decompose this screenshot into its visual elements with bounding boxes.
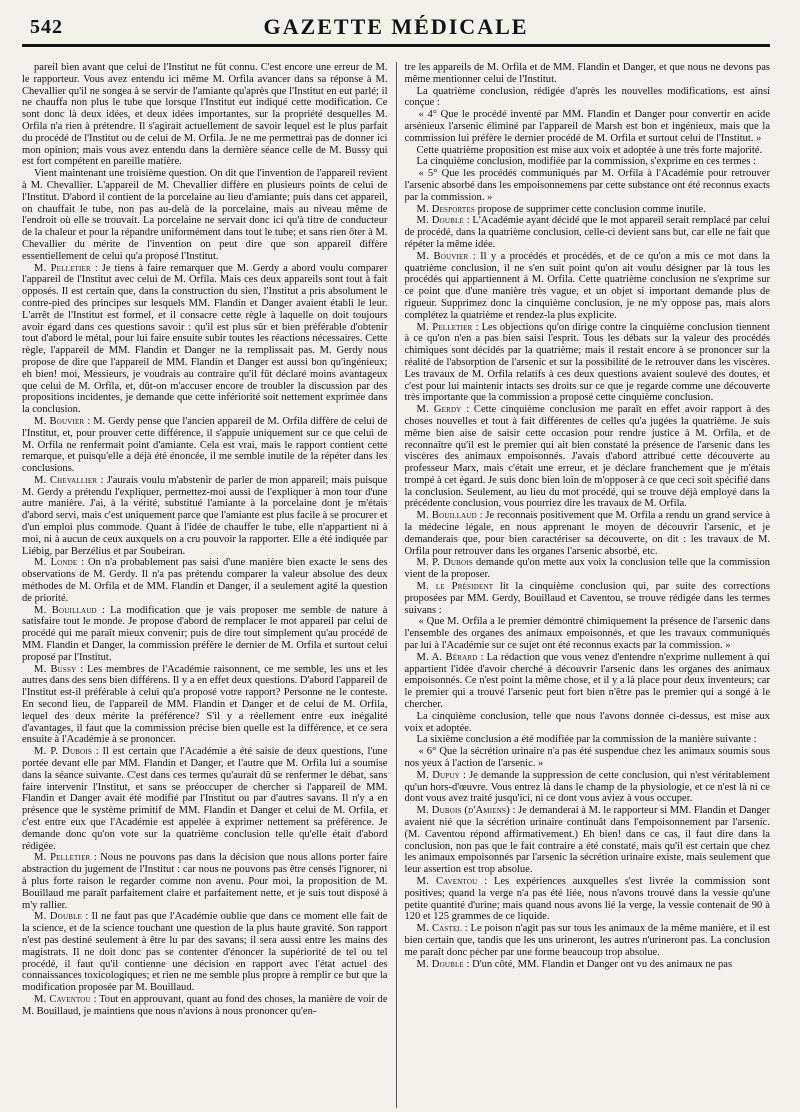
speaker-name: M. Bussy <box>34 663 77 675</box>
paragraph-text: : Les objections qu'on dirige contre la cinquième conclusion tiennent à ce qu'on n'en a pas bien saisi l'esprit. Tous les débats sur la valeur des procédés chimiques sont décidés par la quatrième; mais il restait encore à se prononcer sur la réalité de l'absorption de l'arsenic et sur la possibilité de le retrouver dans les viscères. Les travaux de M. Orfila relatifs à ces deux questions avaient soulevé des doutes, et c'est pour lui maintenir intacts ses droits sur ce que je regarde comme une découverte très importante que la commission a proposé cette cinquième conclusion. <box>404 321 770 404</box>
paragraph-text: : Je reconnais positivement que M. Orfila a rendu un grand service à la médecine légale, en nous apprenant le moyen de découvrir l'arsenic, et je demanderais que, pour bien caractériser sa découverte, on dit : les travaux de M. Orfila pour retrouver dans les organes l'arsenic absorbé, etc. <box>404 510 770 557</box>
paragraph <box>22 852 388 911</box>
page-number: 542 <box>30 16 63 38</box>
paragraph <box>405 734 771 746</box>
page-header <box>22 0 770 47</box>
paragraph <box>405 557 771 581</box>
paragraph <box>405 145 771 157</box>
paragraph <box>405 959 771 971</box>
paragraph-text: « 6° Que la sécrétion urinaire n'a pas été suspendue chez les animaux soumis sous nos yeux à l'action de l'arsenic. » <box>404 746 770 770</box>
paragraph <box>405 251 771 322</box>
speaker-name: M. Pelletier <box>34 852 91 864</box>
paragraph <box>405 581 771 616</box>
speaker-name: M. A. Bérard <box>416 651 478 663</box>
speaker-name: M. Londe <box>34 557 78 569</box>
paragraph-text: : Les membres de l'Académie raisonnent, ce me semble, les uns et les autres dans des sens bien différens. Il y a en effet deux questions. D'abord l'appareil de l'Institut est-il préférable à celui qu'a proposé votre rapport? Personne ne le conteste. En second lieu, de l'appareil de MM. Flandin et Danger et de celui de M. Orfila, lequel des deux mérite la préférence? S'il y a réellement entre eux inégalité d'avantages, il faut que la commission précise bien quelle est la différence, et ce sera ensuite à l'Académie à se prononcer. <box>22 663 388 746</box>
speaker-name: M. Caventou <box>34 993 91 1005</box>
paragraph <box>405 652 771 711</box>
speaker-name: M. Double <box>34 911 83 923</box>
paragraph <box>405 616 771 651</box>
paragraph <box>405 805 771 876</box>
paragraph-text: : Il est certain que l'Académie a été saisie de deux questions, l'une portée devant elle par MM. Flandin et Danger, et l'autre que M. Orfila lui a soumise dans la séance suivante. C'est dans ces termes qu'aurait dû se renfermer le débat, sans faire intervenir l'Institut, et sans se préoccuper de chercher si l'appareil de MM. Flandin et Danger avait été modifié par l'Institut ou par d'autres savans. Il n'y a en présence que le système primitif de MM. Flandin et Danger et celui de M. Orfila, et c'est entre eux que l'Académie est appelée à exprimer nettement sa préférence. Je demande donc qu'on vote sur la quatrième conclusion telle qu'elle était d'abord rédigée. <box>22 746 388 852</box>
speaker-name: M. Gerdy <box>416 404 462 416</box>
paragraph-text: pareil bien avant que celui de l'Institut ne fût connu. C'est encore une erreur de M. le rapporteur. Vous avez entendu ici même M. Orfila avancer dans sa réponse à M. Chevallier qu'il ne songea à se servir de l'amiante qu'après que l'Institut en eut parlé; il ne chauffa non plus le tube que lorsque l'Institut eut indiqué cette modification. Ce sont donc là deux idées, et deux idées importantes, sur la propriété desquelles M. Orfila n'a rien à prétendre. Il s'agirait actuellement de savoir lequel est le plus parfait du procédé de l'Institut ou de celui de M. Orfila. Je ne me permettrai pas de donner ici mon opinion; mais vous avez entendu dans la dernière séance celle de M. Bussy qui est fort compétent en pareille matière. <box>22 62 388 168</box>
paragraph-text: : La modification que je vais proposer me semble de nature à satisfaire tout le monde. Je propose d'abord de remplacer le mot appareil par celui de procédé qui me paraît mieux convenir; puis de dire tout simplement qu'au procédé de MM. Flandin et Danger, la commission préfère le dernier de M. Orfila et surtout celui proposé par l'Institut. <box>22 604 388 663</box>
article-columns <box>22 62 770 1108</box>
paragraph-text: La sixième conclusion a été modifiée par la commission de la manière suivante : <box>416 734 757 746</box>
speaker-name: M. Caventou <box>416 875 478 887</box>
paragraph <box>405 923 771 958</box>
paragraph-text: : Cette cinquième conclusion me paraît en effet avoir rapport à des choses nouvelles et tout à fait différentes de celles qu'a jugées la quatrième. Je suis même bien aise de saisir cette occasion pour rendre justice à M. Orfila, et de reconnaître qu'il est le premier qui ait bien constaté la présence de l'arsenic dans les viscères des animaux empoisonnés. J'avais d'abord attribué cette découverte au professeur Marx, mais c'était une erreur, et je déclare franchement que je m'étais trompé à cet égard. Je suis donc bien loin de m'opposer à ce que ceci soit spécifié dans la conclusion. Seulement, au lieu du mot procédé, qui se trouve déjà employé dans la précédente conclusion, vous pourriez dire les travaux de M. Orfila. <box>404 404 770 510</box>
paragraph-text: : Je demanderai à M. le rapporteur si MM. Flandin et Danger avaient nié que la sécrétion urinaire continuât dans l'empoisonnement par l'arsenic. (M. Caventou répond affirmativement.) Eh bien! dans ce cas, il faut dire dans la conclusion, non pas que le fait contraire a été constaté, mais qu'il est certain que chez les animaux empoisonnés par l'arsenic la sécrétion urinaire existe, mais seulement que leur assertion est trop absolue. <box>404 805 770 876</box>
paragraph-text: lit la cinquième conclusion qui, par suite des corrections proposées par MM. Gerdy, Bouillaud et Caventou, se trouve rédigée dans les termes suivans : <box>404 581 770 616</box>
paragraph-text: « 4° Que le procédé inventé par MM. Flandin et Danger pour convertir en acide arsénieux l'arsenic éliminé par l'appareil de Marsh est bon et ingénieux, mais que la commission lui préfère le dernier procédé de M. Orfila et surtout celui de l'Institut. » <box>404 109 770 144</box>
paragraph <box>22 605 388 664</box>
page-title: GAZETTE MÉDICALE <box>263 14 529 39</box>
speaker-name: M. Pelletier <box>416 321 473 333</box>
paragraph <box>22 911 388 994</box>
paragraph-text: Vient maintenant une troisième question. On dit que l'invention de l'appareil revient à M. Chevallier. L'appareil de M. Chevallier diffère en plusieurs points de celui de l'Institut. D'abord il contient de la porcelaine au lieu d'amiante; puis dans cet appareil, on chauffait le tube, non pas au-delà de la porcelaine, mais au niveau même de l'endroit où elle se trouvait. La porcelaine ne servait donc ici qu'à titre de conducteur de la chaleur et pour la répandre uniformément dans tout le tube; et sans rien ôter à M. Chevallier du mérite de l'invention on peut dire que son appareil diffère essentiellement de celui qu'a proposé l'Institut. <box>22 168 388 262</box>
paragraph-text: : Je demande la suppression de cette conclusion, qui n'est véritablement qu'un hors-d'œuvre. Vous entrez là dans le champ de la physiologie, et ce n'est là ni ce dont vous avez traité jusqu'ici, ni ce dont vous aviez à vous occuper. <box>404 769 770 805</box>
paragraph <box>22 746 388 852</box>
speaker-name: M. Desportes <box>416 203 475 215</box>
paragraph-text: : D'un côté, MM. Flandin et Danger ont vu des animaux ne pas <box>463 958 733 970</box>
paragraph <box>405 62 771 86</box>
paragraph-text: : On n'a probablement pas saisi d'une manière bien exacte le sens des observations de M. Gerdy. Il n'a pas prétendu comparer la valeur absolue des deux méthodes de M. Orfila et de MM. Flandin et Danger, il a seulement agité la question de priorité. <box>22 557 388 604</box>
paragraph <box>22 416 388 475</box>
speaker-name: M. P. Dubois <box>416 557 473 569</box>
paragraph-text: « 5° Que les procédés communiqués par M. Orfila à l'Académie pour retrouver l'arsenic absorbé dans les empoisonnemens par cette substance ont été reconnus exacts par la commission. » <box>404 168 770 203</box>
speaker-name: M. Bouillaud <box>34 604 97 616</box>
paragraph <box>405 711 771 735</box>
paragraph-text: La cinquième conclusion, telle que nous l'avons donnée ci-dessus, est mise aux voix et adoptée. <box>404 710 770 734</box>
paragraph <box>405 510 771 557</box>
speaker-name: M. Dupuy <box>416 769 460 781</box>
paragraph-text: : Je tiens à faire remarquer que M. Gerdy a abord voulu comparer l'appareil de l'Institut avec celui de M. Orfila. Mais ces deux appareils sont tout à fait opposés. Il est certain que, dans la construction du sien, l'Institut a pris absolument le contre-pied des principes sur lesquels MM. Flandin et Danger avaient établi le leur. L'arrêt de l'Institut est formel, et il consacre cette règle à laquelle on doit toujours avoir égard dans ces questions savoir : qu'il est plus sûr et bien préférable d'obtenir tout d'abord le métal, pour lui faire ensuite subir toutes les réactions nécessaires. Cette règle, l'appareil de MM. Flandin et Danger ne la remplissait pas. M. Gerdy nous propose de dire que l'appareil de MM. Flandin et Danger est aussi bon qu'ingénieux; eh bien! moi, Messieurs, je voudrais au contraire qu'il fût déclaré moins avantageux que celui de M. Orfila, et, dût-on m'accuser encore de troubler la discussion par des propositions incidentes, je demande que cette infériorité soit nettement exprimée dans la conclusion. <box>22 262 388 416</box>
paragraph <box>405 746 771 770</box>
speaker-name: M. Dubois (d'Amiens) <box>416 805 510 817</box>
right-column <box>397 62 771 1108</box>
paragraph-text: demande qu'on mette aux voix la conclusion telle que la commission vient de la proposer. <box>404 557 770 581</box>
speaker-name: M. le Président <box>416 581 494 593</box>
paragraph <box>405 215 771 250</box>
paragraph-text: La quatrième conclusion, rédigée d'après les nouvelles modifications, est ainsi conçue : <box>404 85 770 109</box>
speaker-name: M. Pelletier <box>34 262 91 274</box>
paragraph <box>405 156 771 168</box>
paragraph-text: La cinquième conclusion, modifiée par la commission, s'exprime en ces termes : <box>416 156 757 168</box>
paragraph-text: : Les expériences auxquelles s'est livrée la commission sont positives; quand la verge n'a pas été liée, nous n'avons trouvé dans la vessie qu'une petite quantité d'urine; mais quand nous avons lié la verge, la vessie contenait de 90 à 120 et 125 grammes de ce liquide. <box>404 875 770 923</box>
paragraph <box>405 404 771 510</box>
paragraph <box>22 263 388 416</box>
speaker-name: M. Bouvier <box>416 250 469 262</box>
paragraph <box>405 876 771 923</box>
paragraph-text: : Tout en approuvant, quant au fond des choses, la manière de voir de M. Bouillaud, je maintiens que nous n'avions à nous prononcer qu'en- <box>22 993 388 1017</box>
paragraph-text: : La rédaction que vous venez d'entendre n'exprime nullement à qui appartient l'idée d'avoir cherché à découvrir l'arsenic dans les organes des animaux empoisonnés. Ce n'est point la même chose, et il y a là place pour deux inventeurs; car le premier qui a trouvé l'arsenic peut fort bien n'être pas le premier qui a songé à le chercher. <box>404 651 770 711</box>
speaker-name: M. Double <box>416 958 464 970</box>
speaker-name: M. P. Dubois <box>34 746 92 758</box>
paragraph-text: : J'aurais voulu m'abstenir de parler de mon appareil; mais puisque M. Gerdy a prétendu l'expliquer, permettez-moi aussi de l'expliquer à mon tour d'une autre manière. J'ai, à la vérité, substitué l'amiante à la porcelaine dont je m'étais d'abord servi, mais c'est uniquement parce que l'amiante est plus facile à se procurer et d'un emploi plus commode. Quant à l'idée de chauffer le tube, elle n'appartient ni à moi, ni à aucun de ceux auxquels on a cru pouvoir la rapporter. Elle a été indiquée par Liébig, par Berzélius et par Soubeiran. <box>22 474 388 557</box>
left-column <box>22 62 397 1108</box>
paragraph-text: : Il y a procédés et procédés, et de ce qu'on a mis ce mot dans la quatrième conclusion, il ne s'en suit point qu'on ait voulu désigner par là tous les procédés qui appartiennent à M. Orfila. Cette quatrième conclusion ne s'exprime sur ce point que d'une manière très vague, et un objet si important demande plus de rigueur. Supprimez donc la cinquième conclusion, je ne m'y oppose pas, mais alors complétez la quatrième et rendez-la plus explicite. <box>404 250 770 321</box>
paragraph-text: : L'Académie ayant décidé que le mot appareil serait remplacé par celui de procédé, dans la quatrième conclusion, celle-ci devient sans but, car elle ne fait que répéter la même idée. <box>404 215 770 250</box>
paragraph-text: : Le poison n'agit pas sur tous les animaux de la même manière, et il est bien certain que, tandis que les uns urineront, les autres n'urineront pas. La conclusion me paraît donc pécher par une forme beaucoup trop absolue. <box>404 923 770 958</box>
speaker-name: M. Bouillaud <box>416 510 477 522</box>
paragraph <box>405 770 771 805</box>
speaker-name: M. Chevallier <box>34 474 98 486</box>
paragraph-text: propose de supprimer cette conclusion comme inutile. <box>474 203 706 215</box>
paragraph <box>22 664 388 747</box>
paragraph-text: « Que M. Orfila a le premier démontré chimiquement la présence de l'arsenic dans l'ensemble des organes des animaux empoisonnés, et que les travaux communiqués par lui à l'Académie sur ce sujet ont été reconnus exacts par la commission. » <box>404 616 770 652</box>
paragraph <box>22 62 388 168</box>
speaker-name: M. Bouvier <box>34 415 85 427</box>
paragraph <box>405 109 771 144</box>
paragraph-text: : M. Gerdy pense que l'ancien appareil de M. Orfila diffère de celui de l'Institut, et, pour prouver cette différence, il s'appuie uniquement sur ce que celui de M. Orfila ne renfermait point d'amiante. Cela est vrai, mais le rapport contient cette remarque, et puisqu'elle a déjà été énoncée, il me semble inutile de la répéter dans les conclusions. <box>22 415 388 475</box>
paragraph-text: Cette quatrième proposition est mise aux voix et adoptée à une très forte majorité. <box>416 144 763 156</box>
paragraph <box>22 475 388 558</box>
paragraph <box>405 86 771 110</box>
paragraph-text: : Nous ne pouvons pas dans la décision que nous allons porter faire abstraction du jugement de l'Institut : car nous ne pouvons pas être censés l'ignorer, ni à plus forte raison le regarder comme non avenu. Pour moi, la proposition de M. Bouillaud me paraît parfaitement claire et parfaitement nette, et je suis tout disposé à m'y rallier. <box>22 852 388 911</box>
speaker-name: M. Castel <box>416 923 462 935</box>
paragraph-text: : Il ne faut pas que l'Académie oublie que dans ce moment elle fait de la science, et de la science touchant une question de la plus haute gravité. Son rapport n'est pas destiné seulement à être lu par des savans; il sera aussi entre les mains des magistrats. Il ne doit donc pas se contenter d'énoncer la supériorité de tel ou tel procédé, il faut qu'il contienne une décision en rapport avec l'état actuel des connaissances toxicologiques; et rien ne me semble plus propre à remplir ce but que la modification proposée par M. Bouillaud. <box>22 911 388 994</box>
paragraph-text: tre les appareils de M. Orfila et de MM. Flandin et Danger, et que nous ne devons pas même mentionner celui de l'Institut. <box>404 62 770 85</box>
paragraph <box>22 994 388 1018</box>
paragraph <box>405 168 771 203</box>
paragraph <box>22 168 388 262</box>
speaker-name: M. Double <box>416 215 465 227</box>
paragraph <box>405 204 771 216</box>
paragraph <box>22 557 388 604</box>
paragraph <box>405 322 771 405</box>
